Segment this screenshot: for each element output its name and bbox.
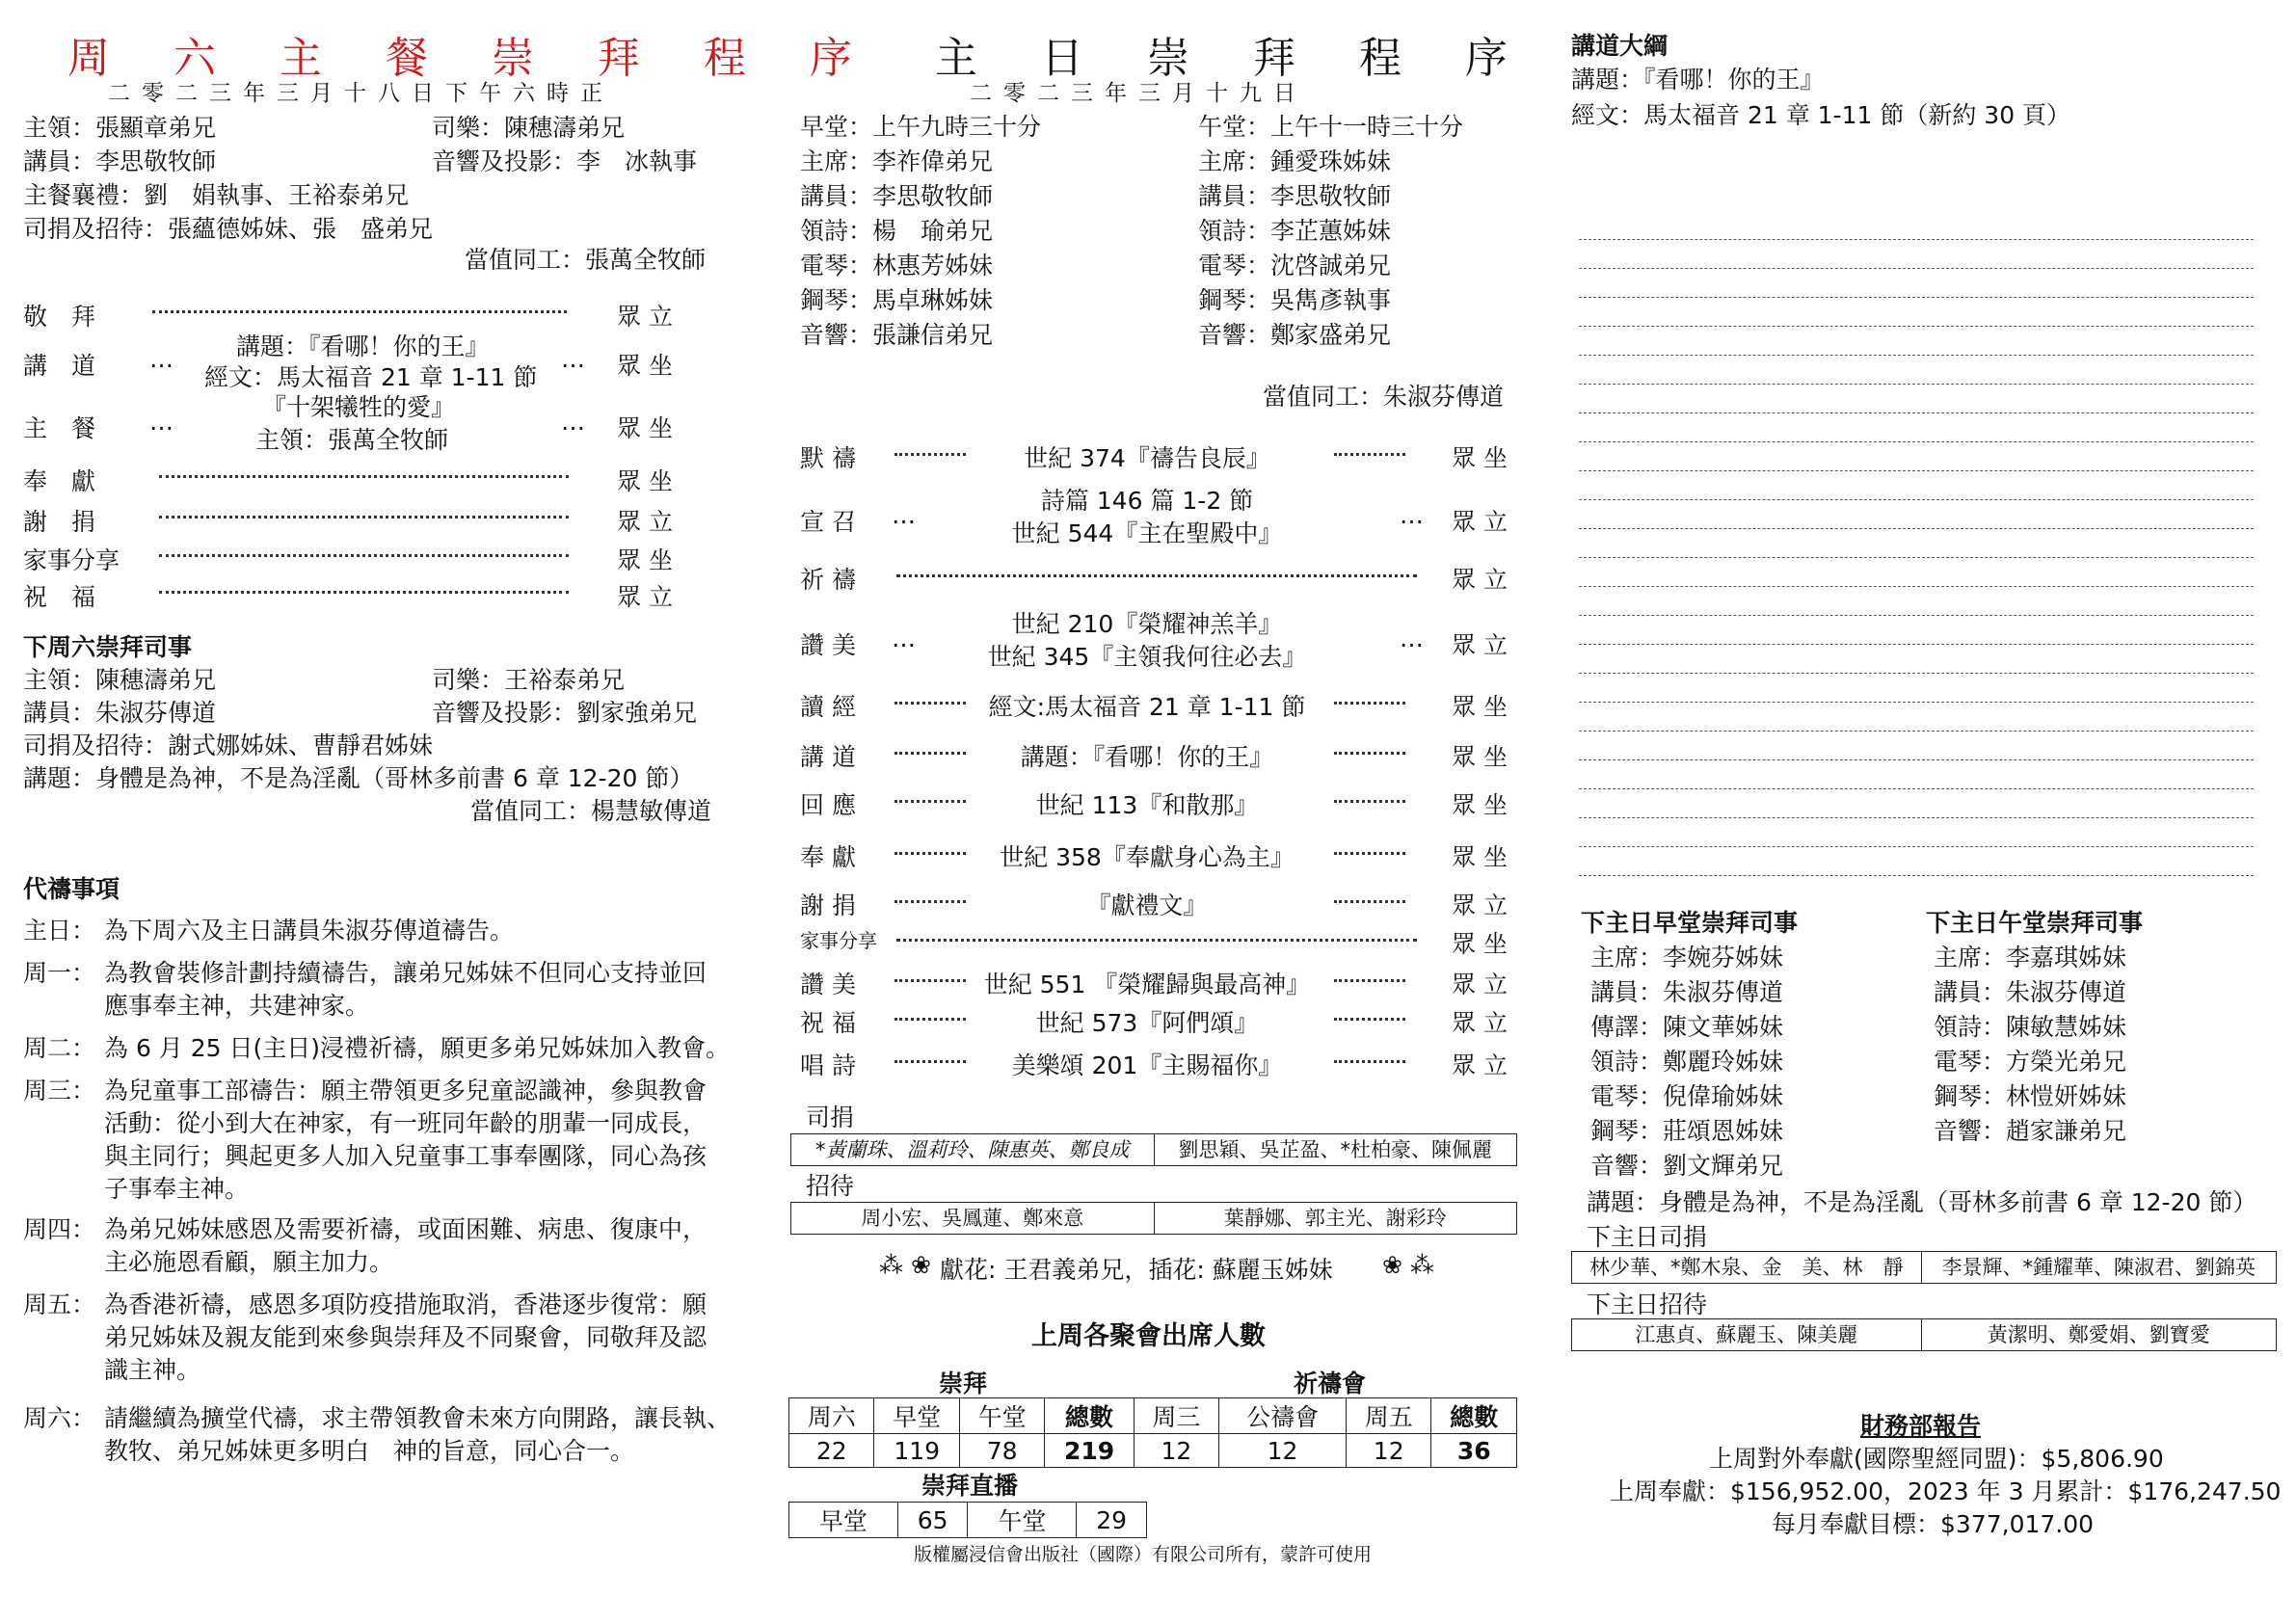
- order-content: 經文：馬太福音 21 章 1-11 節: [204, 363, 538, 391]
- duty-staff: 當值同工：張萬全牧師: [465, 246, 707, 274]
- prayer-text: 教牧、弟兄姊妹更多明白 神的旨意，同心合一。: [104, 1437, 635, 1465]
- next-noon-heading: 下主日午堂崇拜司事: [1926, 909, 2144, 937]
- flowers-text: 獻花: 王君義弟兄，插花: 蘇麗玉姊妹: [940, 1256, 1333, 1284]
- next-offering-label: 下主日司捐: [1587, 1223, 1708, 1251]
- sunday-order-content: 講題：『看哪！你的王』: [1020, 743, 1274, 771]
- next-leader: 主領：陳穗濤弟兄: [23, 666, 217, 694]
- prayer-text: 請繼續為擴堂代禱，求主帶領教會未來方向開路，讓長執、: [104, 1404, 732, 1432]
- note-line: [1579, 326, 2254, 327]
- prayer-day: 周二：: [23, 1034, 96, 1062]
- attendance-table: [788, 1397, 1517, 1468]
- next-topic: 講題：身體是為神，不是為淫亂（哥林多前書 6 章 12-20 節）: [23, 764, 694, 792]
- sunday-order-item: 讀 經: [800, 693, 856, 721]
- early-staff-line: 領詩：楊 瑜弟兄: [800, 217, 994, 245]
- order-item: 家事分享: [23, 546, 120, 574]
- next-offering-group-1: 林少華、*鄭木泉、金 美、林 靜: [1572, 1252, 1922, 1283]
- copyright: 版權屬浸信會出版社（國際）有限公司所有，蒙許可使用: [914, 1544, 1373, 1565]
- early-staff-line: 講員：李思敬牧師: [800, 182, 994, 210]
- leader-dots: [159, 554, 569, 557]
- noon-staff-line: 主席：鍾愛珠姊妹: [1198, 147, 1392, 175]
- prayer-text: 與主同行；興起更多人加入兒童事工事奉團隊，同心為孩: [104, 1142, 707, 1170]
- note-line: [1579, 673, 2254, 674]
- sunday-duty: 當值同工：朱淑芬傳道: [1263, 383, 1505, 411]
- usher-group-1: 周小宏、吳鳳蓮、鄭來意: [791, 1203, 1155, 1234]
- dots-glyph: …: [1400, 625, 1424, 652]
- noon-staff-line: 音響：鄭家盛弟兄: [1198, 321, 1392, 349]
- sunday-posture: 眾 坐: [1452, 444, 1508, 472]
- usher-label: 招待: [806, 1172, 855, 1200]
- attendance-value-cell: 119: [874, 1434, 959, 1468]
- saturday-title: 周 六 主 餐 崇 拜 程 序: [67, 34, 877, 83]
- leader-dots: [1334, 1060, 1405, 1063]
- prayer-day: 周四：: [23, 1215, 96, 1243]
- prayer-heading: 代禱事項: [23, 875, 120, 903]
- next-noon-staff: 主席：李嘉琪姊妹: [1934, 944, 2127, 971]
- flower-ornament-right: ❀ ⁂: [1382, 1251, 1434, 1279]
- next-early-staff: 傳譯：陳文華姊妹: [1590, 1013, 1784, 1041]
- posture: 眾 坐: [617, 414, 673, 442]
- sunday-posture: 眾 立: [1452, 1009, 1508, 1037]
- next-sound: 音響及投影：劉家強弟兄: [432, 699, 698, 727]
- leader-dots: [1334, 702, 1405, 705]
- noon-staff-line: 電琴：沈啓誠弟兄: [1198, 252, 1392, 279]
- offering-label: 司捐: [806, 1104, 855, 1131]
- attendance-value-cell: 12: [1134, 1434, 1218, 1468]
- sunday-posture: 眾 坐: [1452, 930, 1508, 958]
- note-line: [1579, 557, 2254, 558]
- next-early-staff: 電琴：倪偉瑜姊妹: [1590, 1082, 1784, 1110]
- prayer-text: 為下周六及主日講員朱淑芬傳道禱告。: [104, 917, 515, 945]
- usher-box: [790, 1202, 1517, 1235]
- next-usher-label: 下主日招待: [1587, 1290, 1708, 1318]
- note-line: [1579, 355, 2254, 356]
- sunday-posture: 眾 坐: [1452, 693, 1508, 721]
- finance-target: 每月奉獻目標：$377,017.00: [1772, 1510, 2095, 1538]
- sunday-title: 主 日 崇 拜 程 序: [935, 34, 1533, 83]
- dots-glyph: …: [892, 501, 916, 529]
- staff-communion: 主餐襄禮：劉 娟執事、王裕泰弟兄: [23, 181, 410, 209]
- sunday-order-content: 經文:馬太福音 21 章 1-11 節: [988, 693, 1306, 721]
- next-usher-group-1: 江惠貞、蘇麗玉、陳美麗: [1572, 1319, 1922, 1350]
- attendance-value-cell: 219: [1045, 1434, 1134, 1468]
- saturday-date: 二零二三年三月十八日下午六時正: [108, 81, 614, 106]
- dots-glyph: …: [561, 408, 585, 436]
- sunday-posture: 眾 立: [1452, 891, 1508, 919]
- order-item: 講 道: [23, 352, 96, 380]
- prayer-text: 子事奉主神。: [104, 1175, 250, 1203]
- sunday-posture: 眾 立: [1452, 971, 1508, 998]
- leader-dots: [896, 574, 1417, 577]
- live-cell: 早堂: [789, 1503, 898, 1538]
- attendance-value-cell: 78: [959, 1434, 1044, 1468]
- next-early-staff: 鋼琴：莊頌恩姊妹: [1590, 1117, 1784, 1145]
- sunday-order-content: 美樂頌 201『主賜福你』: [1011, 1051, 1283, 1079]
- sunday-order-item: 講 道: [800, 743, 856, 771]
- note-line: [1579, 384, 2254, 385]
- note-line: [1579, 731, 2254, 732]
- early-staff-line: 早堂：上午九時三十分: [800, 113, 1042, 141]
- early-staff-line: 電琴：林惠芳姊妹: [800, 252, 994, 279]
- sunday-date: 二零二三年三月十九日: [970, 81, 1307, 106]
- prayer-day: 周五：: [23, 1290, 96, 1318]
- offering-group-1: *黃蘭珠、溫莉玲、陳惠英、鄭良成: [791, 1134, 1155, 1165]
- sunday-posture: 眾 坐: [1452, 743, 1508, 771]
- sunday-order-content: 世紀 551 『榮耀歸與最高神』: [983, 971, 1311, 998]
- sunday-order-item: 讚 美: [800, 971, 856, 998]
- sunday-order-content: 世紀 113『和散那』: [1035, 791, 1259, 819]
- sunday-posture: 眾 坐: [1452, 791, 1508, 819]
- staff-usher: 司捐及招待：張蘊德姊妹、張 盛弟兄: [23, 215, 434, 243]
- next-usher: 司捐及招待：謝式娜姊妹、曹靜君姊妹: [23, 732, 434, 759]
- attendance-values-row: [789, 1434, 1517, 1468]
- order-content: 主領：張萬全牧師: [255, 426, 449, 454]
- live-cell: 65: [897, 1503, 968, 1538]
- leader-dots: [1334, 1018, 1405, 1021]
- sunday-order-item: 默 禱: [800, 444, 856, 472]
- note-line: [1579, 297, 2254, 298]
- leader-dots: [1334, 453, 1405, 456]
- posture: 眾 坐: [617, 546, 673, 574]
- leader-dots: [152, 310, 567, 313]
- sunday-order-content: 詩篇 146 篇 1-2 節: [1040, 487, 1254, 515]
- sunday-order-item: 祝 福: [800, 1009, 856, 1037]
- next-noon-staff: 講員：朱淑芬傳道: [1934, 978, 2127, 1006]
- note-line: [1579, 788, 2254, 789]
- next-sunday-topic: 講題：身體是為神，不是為淫亂（哥林多前書 6 章 12-20 節）: [1587, 1188, 2257, 1216]
- dots-glyph: …: [892, 625, 916, 652]
- dots-glyph: …: [1400, 501, 1424, 529]
- next-offering-box: [1571, 1251, 2277, 1284]
- attendance-header-cell: 早堂: [874, 1398, 959, 1434]
- note-line: [1579, 528, 2254, 529]
- leader-dots: [1334, 900, 1405, 903]
- next-usher-group-2: 黃潔明、鄭愛娟、劉寶愛: [1987, 1323, 2210, 1346]
- staff-leader: 主領：張顯章弟兄: [23, 114, 217, 142]
- sunday-order-content: 世紀 358『奉獻身心為主』: [1000, 843, 1295, 871]
- leader-dots: [1334, 752, 1405, 755]
- posture: 眾 立: [617, 508, 673, 536]
- sunday-order-item: 宣 召: [800, 508, 856, 536]
- prayer-text: 為 6 月 25 日(主日)浸禮祈禱，願更多弟兄姊妹加入教會。: [104, 1034, 731, 1062]
- live-table: [788, 1502, 1147, 1538]
- staff-speaker: 講員：李思敬牧師: [23, 147, 217, 175]
- note-line: [1579, 499, 2254, 500]
- early-staff-line: 音響：張謙信弟兄: [800, 321, 994, 349]
- outline-heading: 講道大綱: [1571, 32, 1669, 60]
- live-cell: 午堂: [968, 1503, 1077, 1538]
- attendance-header-cell: 午堂: [959, 1398, 1044, 1434]
- order-item: 奉 獻: [23, 467, 96, 495]
- leader-dots: [159, 591, 569, 594]
- prayer-text: 弟兄姊妹及親友能到來參與崇拜及不同聚會，同敬拜及認: [104, 1323, 707, 1351]
- dots-glyph: …: [561, 345, 585, 373]
- noon-staff-line: 領詩：李芷蕙姊妹: [1198, 217, 1392, 245]
- order-content: 『十架犧牲的愛』: [262, 393, 456, 421]
- leader-dots: [1334, 800, 1405, 803]
- sunday-posture: 眾 立: [1452, 508, 1508, 536]
- early-staff-line: 主席：李祚偉弟兄: [800, 147, 994, 175]
- sunday-order-content: 世紀 345『主領我何往必去』: [987, 643, 1307, 671]
- outline-scripture: 經文：馬太福音 21 章 1-11 節（新約 30 頁）: [1571, 101, 2071, 129]
- next-duty: 當值同工：楊慧敏傳道: [470, 797, 712, 825]
- dots-glyph: …: [149, 408, 174, 436]
- finance-heading: 財務部報告: [1860, 1412, 1982, 1440]
- prayer-text: 為弟兄姊妹感恩及需要祈禱，或面困難、病患、復康中，: [104, 1215, 707, 1243]
- note-line: [1579, 644, 2254, 645]
- sunday-order-content: 世紀 374『禱告良辰』: [1024, 444, 1270, 472]
- next-speaker: 講員：朱淑芬傳道: [23, 699, 217, 727]
- sunday-order-item: 祈 禱: [800, 566, 856, 594]
- staff-sound: 音響及投影：李 冰執事: [432, 147, 698, 175]
- prayer-text: 為香港祈禱，感恩多項防疫措施取消，香港逐步復常：願: [104, 1290, 707, 1318]
- order-item: 謝 捐: [23, 508, 96, 536]
- sunday-order-content: 世紀 544『主在聖殿中』: [1011, 519, 1283, 547]
- attendance-value-cell: 12: [1346, 1434, 1430, 1468]
- attendance-header-cell: 周六: [789, 1398, 874, 1434]
- order-item: 敬 拜: [23, 303, 96, 331]
- leader-dots: [159, 516, 569, 519]
- sunday-order-item: 家事分享: [800, 929, 877, 952]
- next-early-heading: 下主日早堂崇拜司事: [1581, 909, 1799, 937]
- attendance-header-cell: 周五: [1346, 1398, 1430, 1434]
- sunday-posture: 眾 立: [1452, 1051, 1508, 1079]
- live-label: 崇拜直播: [921, 1472, 1019, 1500]
- staff-music: 司樂：陳穗濤弟兄: [432, 114, 626, 142]
- next-offering-group-2: 李景輝、*鍾耀華、陳淑君、劉錦英: [1941, 1256, 2256, 1279]
- sunday-order-item: 謝 捐: [800, 891, 856, 919]
- prayer-day: 周三：: [23, 1077, 96, 1104]
- posture: 眾 坐: [617, 467, 673, 495]
- note-line: [1579, 702, 2254, 703]
- noon-staff-line: 午堂：上午十一時三十分: [1198, 113, 1464, 141]
- attendance-header-row: [789, 1398, 1517, 1434]
- prayer-text: 活動：從小到大在神家，有一班同年齡的朋輩一同成長，: [104, 1109, 707, 1137]
- note-line: [1579, 586, 2254, 587]
- note-line: [1579, 875, 2254, 876]
- note-line: [1579, 470, 2254, 471]
- sunday-order-content: 世紀 573『阿們頌』: [1035, 1009, 1259, 1037]
- next-noon-staff: 電琴：方榮光弟兄: [1934, 1048, 2127, 1076]
- sunday-posture: 眾 坐: [1452, 843, 1508, 871]
- leader-dots: [896, 939, 1417, 942]
- attendance-header-cell: 公禱會: [1219, 1398, 1347, 1434]
- note-line: [1579, 268, 2254, 269]
- note-line: [1579, 412, 2254, 413]
- order-item: 祝 福: [23, 583, 96, 611]
- next-early-staff: 領詩：鄭麗玲姊妹: [1590, 1048, 1784, 1076]
- sunday-order-content: 世紀 210『榮耀神羔羊』: [1011, 610, 1283, 638]
- sunday-posture: 眾 立: [1452, 566, 1508, 594]
- dots-glyph: …: [149, 345, 174, 373]
- live-cell: 29: [1077, 1503, 1147, 1538]
- sunday-posture: 眾 立: [1452, 631, 1508, 659]
- attendance-header-cell: 總數: [1045, 1398, 1134, 1434]
- sunday-order-item: 讚 美: [800, 631, 856, 659]
- prayer-text: 識主神。: [104, 1356, 201, 1384]
- attendance-value-cell: 12: [1219, 1434, 1347, 1468]
- next-noon-staff: 鋼琴：林愷妍姊妹: [1934, 1082, 2127, 1110]
- flower-ornament-left: ⁂ ❀: [879, 1251, 931, 1279]
- worship-label: 崇拜: [939, 1370, 988, 1397]
- note-line: [1579, 615, 2254, 616]
- leader-dots: [1334, 979, 1405, 982]
- sunday-order-content: 『獻禮文』: [1086, 891, 1208, 919]
- next-early-staff: 主席：李婉芬姊妹: [1590, 944, 1784, 971]
- next-early-staff: 音響：劉文輝弟兄: [1590, 1152, 1784, 1180]
- order-content: 講題：『看哪！你的王』: [236, 333, 490, 360]
- offering-box: [790, 1133, 1517, 1166]
- posture: 眾 坐: [617, 352, 673, 380]
- prayer-day: 周六：: [23, 1404, 96, 1432]
- order-item: 主 餐: [23, 414, 96, 442]
- prayer-day: 周一：: [23, 959, 96, 987]
- finance-external: 上周對外奉獻(國際聖經同盟)：$5,806.90: [1709, 1445, 2164, 1473]
- usher-group-2: 葉靜娜、郭主光、謝彩玲: [1223, 1207, 1447, 1230]
- note-line: [1579, 441, 2254, 442]
- posture: 眾 立: [617, 583, 673, 611]
- sunday-order-item: 奉 獻: [800, 843, 856, 871]
- note-line: [1579, 846, 2254, 847]
- prayer-text: 為教會裝修計劃持續禱告，讓弟兄姊妹不但同心支持並回: [104, 959, 707, 987]
- attendance-header-cell: 總數: [1431, 1398, 1517, 1434]
- prayer-text: 應事奉主神，共建神家。: [104, 992, 370, 1020]
- next-usher-box: [1571, 1318, 2277, 1351]
- attendance-value-cell: 36: [1431, 1434, 1517, 1468]
- noon-staff-line: 講員：李思敬牧師: [1198, 182, 1392, 210]
- note-line: [1579, 817, 2254, 818]
- next-saturday-heading: 下周六崇拜司事: [23, 633, 193, 661]
- finance-weekly: 上周奉獻：$156,952.00，2023 年 3 月累計：$176,247.50: [1610, 1477, 2282, 1505]
- attendance-header-cell: 周三: [1134, 1398, 1218, 1434]
- attendance-value-cell: 22: [789, 1434, 874, 1468]
- prayer-meeting-label: 祈禱會: [1294, 1370, 1367, 1397]
- sunday-order-item: 回 應: [800, 791, 856, 819]
- posture: 眾 立: [617, 303, 673, 331]
- attendance-title: 上周各聚會出席人數: [1031, 1321, 1266, 1351]
- offering-group-2: 劉思穎、吳芷盈、*杜柏豪、陳佩麗: [1178, 1138, 1492, 1161]
- live-row: [789, 1503, 1147, 1538]
- outline-topic: 講題：『看哪！你的王』: [1571, 66, 1825, 93]
- prayer-day: 主日：: [23, 917, 96, 945]
- note-line: [1579, 239, 2254, 240]
- prayer-text: 主必施恩看顧，願主加力。: [104, 1248, 394, 1276]
- noon-staff-line: 鋼琴：吳雋彥執事: [1198, 286, 1392, 314]
- prayer-text: 為兒童事工部禱告：願主帶領更多兒童認識神，參與教會: [104, 1077, 707, 1104]
- note-line: [1579, 759, 2254, 760]
- next-noon-staff: 領詩：陳敏慧姊妹: [1934, 1013, 2127, 1041]
- next-early-staff: 講員：朱淑芬傳道: [1590, 978, 1784, 1006]
- leader-dots: [159, 475, 569, 478]
- sunday-order-item: 唱 詩: [800, 1051, 856, 1079]
- next-music: 司樂：王裕泰弟兄: [432, 666, 626, 694]
- early-staff-line: 鋼琴：馬卓琳姊妹: [800, 286, 994, 314]
- next-noon-staff: 音響：趙家謙弟兄: [1934, 1117, 2127, 1145]
- leader-dots: [1334, 852, 1405, 855]
